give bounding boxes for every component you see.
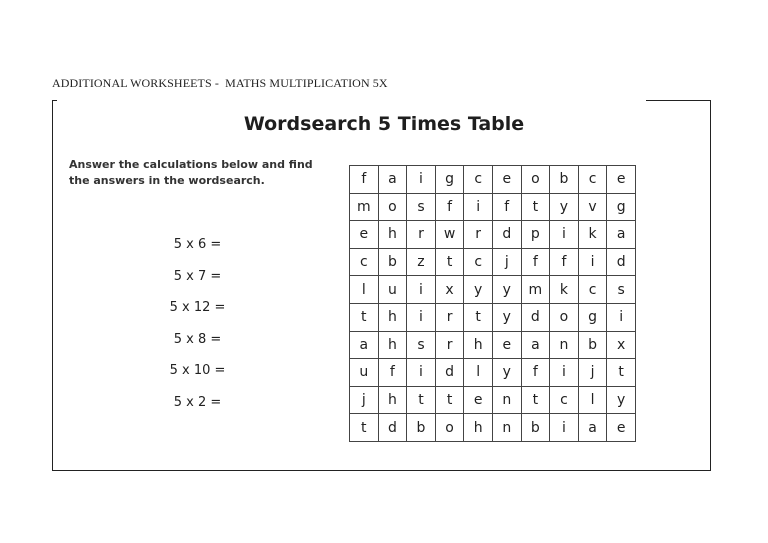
frame-top-right-edge: [646, 100, 710, 101]
grid-cell: m: [350, 193, 379, 221]
grid-cell: e: [492, 166, 521, 194]
grid-cell: n: [550, 331, 579, 359]
grid-cell: y: [550, 193, 579, 221]
grid-cell: s: [607, 276, 636, 304]
grid-cell: o: [521, 166, 550, 194]
grid-cell: u: [350, 359, 379, 387]
grid-cell: c: [464, 166, 493, 194]
grid-cell: c: [464, 248, 493, 276]
grid-cell: e: [350, 221, 379, 249]
grid-cell: w: [435, 221, 464, 249]
grid-cell: d: [435, 359, 464, 387]
grid-row: [350, 166, 636, 194]
grid-cell: d: [378, 414, 407, 442]
grid-cell: e: [464, 386, 493, 414]
grid-cell: i: [550, 359, 579, 387]
grid-cell: o: [378, 193, 407, 221]
grid-cell: o: [435, 414, 464, 442]
grid-cell: x: [607, 331, 636, 359]
grid-cell: g: [607, 193, 636, 221]
grid-cell: r: [407, 221, 436, 249]
grid-cell: y: [492, 303, 521, 331]
grid-cell: e: [492, 331, 521, 359]
grid-row: [350, 248, 636, 276]
frame-top-left-edge: [52, 100, 57, 101]
worksheet-title: Wordsearch 5 Times Table: [243, 113, 525, 135]
grid-cell: k: [578, 221, 607, 249]
grid-cell: a: [521, 331, 550, 359]
grid-cell: s: [407, 193, 436, 221]
calculation-item: 5 x 8 =: [173, 331, 222, 347]
grid-cell: n: [492, 386, 521, 414]
grid-cell: i: [407, 276, 436, 304]
grid-cell: f: [521, 359, 550, 387]
grid-cell: o: [550, 303, 579, 331]
grid-cell: i: [464, 193, 493, 221]
calculation-item: 5 x 6 =: [173, 237, 222, 252]
grid-cell: s: [407, 331, 436, 359]
grid-cell: d: [607, 248, 636, 276]
grid-cell: c: [550, 386, 579, 414]
grid-cell: v: [578, 193, 607, 221]
grid-cell: n: [492, 414, 521, 442]
grid-cell: e: [607, 414, 636, 442]
grid-cell: h: [378, 331, 407, 359]
grid-cell: h: [378, 386, 407, 414]
grid-cell: t: [607, 359, 636, 387]
grid-cell: r: [464, 221, 493, 249]
grid-cell: i: [407, 359, 436, 387]
grid-cell: f: [492, 193, 521, 221]
grid-cell: j: [350, 386, 379, 414]
grid-cell: f: [435, 193, 464, 221]
grid-cell: a: [378, 166, 407, 194]
grid-row: [350, 303, 636, 331]
grid-cell: p: [521, 221, 550, 249]
grid-row: [350, 359, 636, 387]
grid-cell: i: [407, 303, 436, 331]
grid-row: [350, 386, 636, 414]
grid-cell: t: [464, 303, 493, 331]
grid-cell: l: [464, 359, 493, 387]
grid-row: [350, 193, 636, 221]
grid-cell: g: [578, 303, 607, 331]
grid-cell: z: [407, 248, 436, 276]
calculation-list: [150, 237, 245, 427]
grid-cell: i: [550, 221, 579, 249]
grid-cell: y: [492, 276, 521, 304]
grid-cell: m: [521, 276, 550, 304]
grid-cell: l: [350, 276, 379, 304]
grid-cell: t: [407, 386, 436, 414]
grid-cell: u: [378, 276, 407, 304]
calculation-item: 5 x 2 =: [173, 394, 222, 410]
grid-cell: y: [464, 276, 493, 304]
grid-cell: h: [464, 414, 493, 442]
grid-cell: t: [350, 414, 379, 442]
grid-cell: t: [521, 193, 550, 221]
grid-cell: x: [435, 276, 464, 304]
worksheet-header: ADDITIONAL WORKSHEETS - MATHS MULTIPLICATION 5X: [52, 76, 388, 90]
grid-cell: i: [607, 303, 636, 331]
grid-cell: h: [378, 303, 407, 331]
grid-cell: t: [350, 303, 379, 331]
grid-cell: b: [378, 248, 407, 276]
grid-row: [350, 276, 636, 304]
grid-cell: c: [578, 276, 607, 304]
grid-cell: t: [435, 386, 464, 414]
grid-cell: c: [578, 166, 607, 194]
wordsearch-grid: [349, 165, 636, 442]
grid-cell: e: [607, 166, 636, 194]
grid-cell: d: [492, 221, 521, 249]
grid-cell: i: [578, 248, 607, 276]
grid-cell: g: [435, 166, 464, 194]
grid-cell: b: [521, 414, 550, 442]
grid-cell: b: [578, 331, 607, 359]
grid-cell: r: [435, 303, 464, 331]
grid-cell: b: [407, 414, 436, 442]
worksheet-instructions: Answer the calculations below and find the answers in the wordsearch.: [69, 158, 313, 187]
grid-cell: j: [492, 248, 521, 276]
grid-cell: l: [578, 386, 607, 414]
grid-row: [350, 414, 636, 442]
grid-cell: c: [350, 248, 379, 276]
grid-cell: f: [550, 248, 579, 276]
grid-cell: i: [550, 414, 579, 442]
grid-cell: h: [378, 221, 407, 249]
grid-cell: j: [578, 359, 607, 387]
grid-cell: a: [578, 414, 607, 442]
grid-cell: y: [607, 386, 636, 414]
calculation-item: 5 x 7 =: [173, 268, 222, 284]
grid-cell: t: [435, 248, 464, 276]
grid-cell: f: [378, 359, 407, 387]
grid-cell: f: [521, 248, 550, 276]
calculation-item: 5 x 12 =: [169, 300, 226, 316]
grid-row: [350, 331, 636, 359]
calculation-item: 5 x 10 =: [169, 363, 226, 379]
grid-cell: a: [350, 331, 379, 359]
grid-row: [350, 221, 636, 249]
grid-cell: y: [492, 359, 521, 387]
grid-cell: d: [521, 303, 550, 331]
grid-cell: r: [435, 331, 464, 359]
grid-cell: b: [550, 166, 579, 194]
grid-cell: t: [521, 386, 550, 414]
grid-cell: a: [607, 221, 636, 249]
grid-cell: k: [550, 276, 579, 304]
grid-cell: f: [350, 166, 379, 194]
grid-cell: i: [407, 166, 436, 194]
grid-cell: h: [464, 331, 493, 359]
